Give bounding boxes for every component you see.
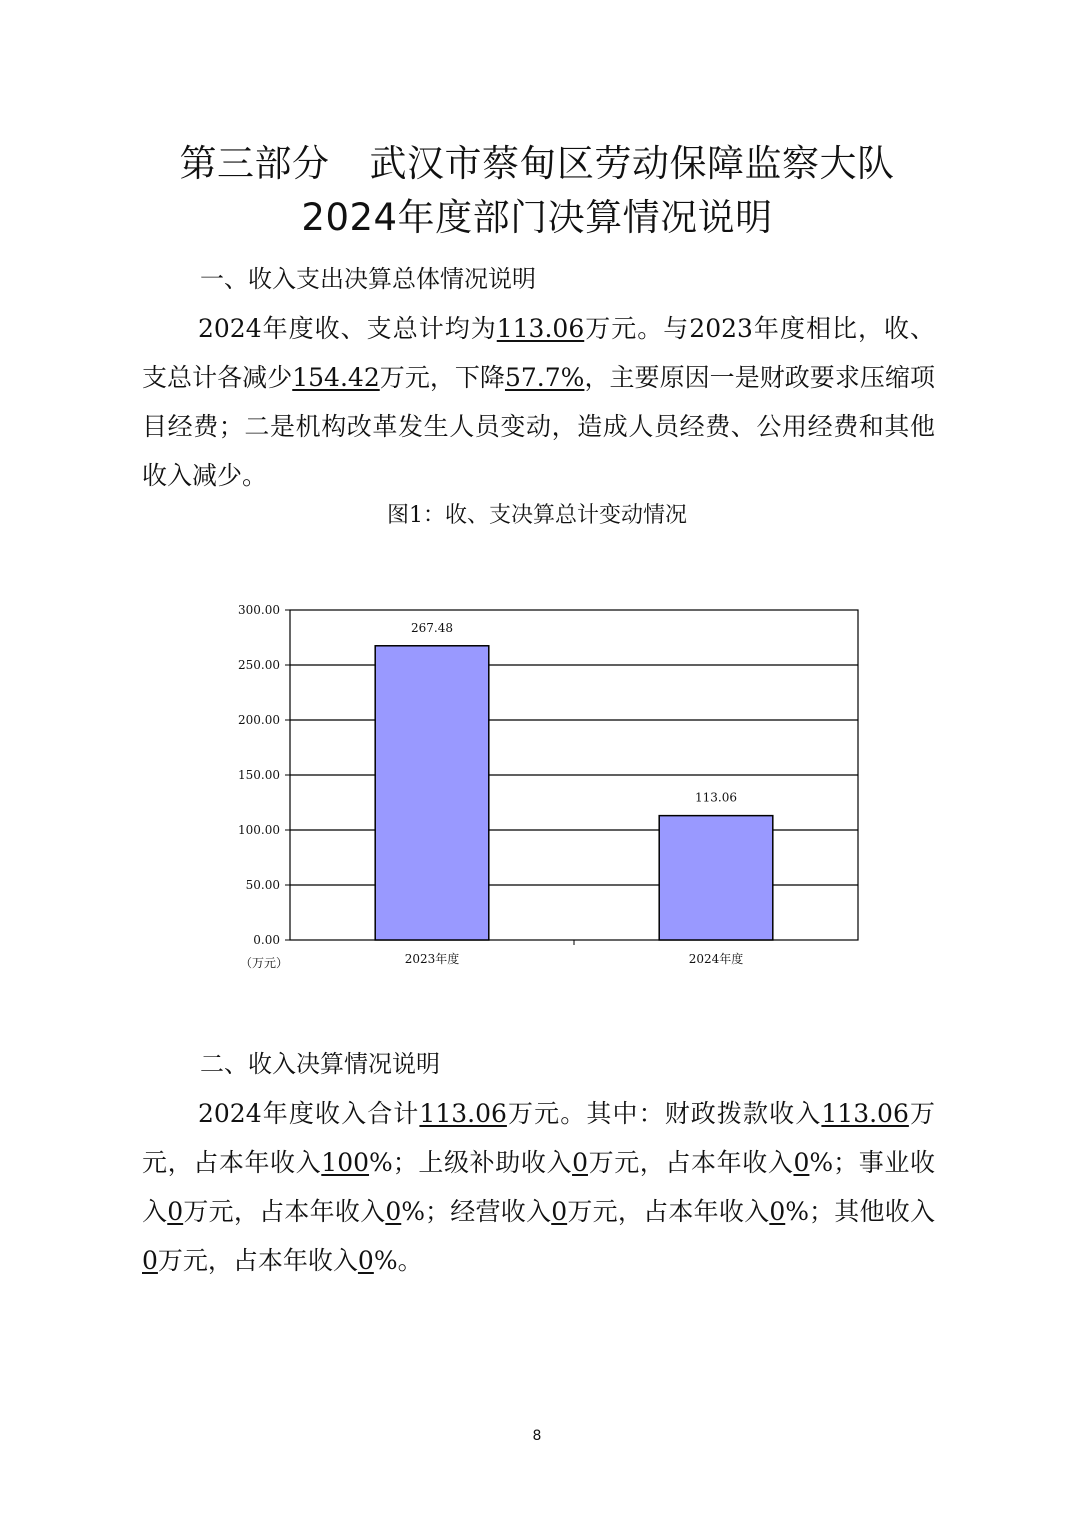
section-2-paragraph: 2024年度收入合计113.06万元。其中：财政拨款收入113.06万元，占本年收入100%；上级补助收入0万元，占本年收入0%；事业收入0万元，占本年收入0%；经营收入0万元，占本年收入0%；其他收入0万元，占本年收入0%。 [142, 1099, 935, 1275]
page-title-line-2 [0, 187, 1074, 241]
y-tick-label: 50.00 [245, 878, 280, 892]
title-part-label: 第三部分 [179, 142, 330, 185]
unit-label: （万元） [239, 956, 288, 970]
section-1-paragraph: 2024年度收、支总计均为113.06万元。与2023年度相比，收、支总计各减少154.42万元，下降57.7%，主要原因一是财政要求压缩项目经费；二是机构改革发生人员变动，造成人员经费、公用经费和其他收入减少。 [142, 314, 936, 490]
section-2-heading: 二、收入决算情况说明 [200, 1050, 440, 1078]
bar [659, 816, 773, 940]
income-expense-bar-chart [220, 590, 880, 980]
decrease-percent: 57.7% [504, 363, 585, 392]
decrease-amount: 154.42 [292, 363, 380, 392]
y-tick-label: 150.00 [238, 768, 280, 782]
figure-caption: 图1：收、支决算总计变动情况 [387, 503, 687, 528]
total-amount: 113.06 [496, 314, 585, 343]
page-title-line-1 [0, 133, 1074, 187]
data-label: 267.48 [411, 620, 453, 635]
page-number: 8 [532, 1428, 542, 1444]
title-subject: 2024年度部门决算情况说明 [301, 196, 773, 239]
x-tick-label: 2023年度 [404, 952, 460, 966]
bar [375, 646, 489, 940]
section-1-heading: 一、收入支出决算总体情况说明 [200, 265, 536, 293]
y-tick-label: 300.00 [238, 603, 280, 617]
y-tick-label: 250.00 [238, 658, 280, 672]
y-tick-label: 100.00 [238, 823, 280, 837]
y-tick-label: 200.00 [238, 713, 280, 727]
y-tick-label: 0.00 [253, 933, 280, 947]
title-unit-name: 武汉市蔡甸区劳动保障监察大队 [369, 142, 895, 185]
x-tick-label: 2024年度 [688, 952, 744, 966]
data-label: 113.06 [695, 790, 737, 805]
